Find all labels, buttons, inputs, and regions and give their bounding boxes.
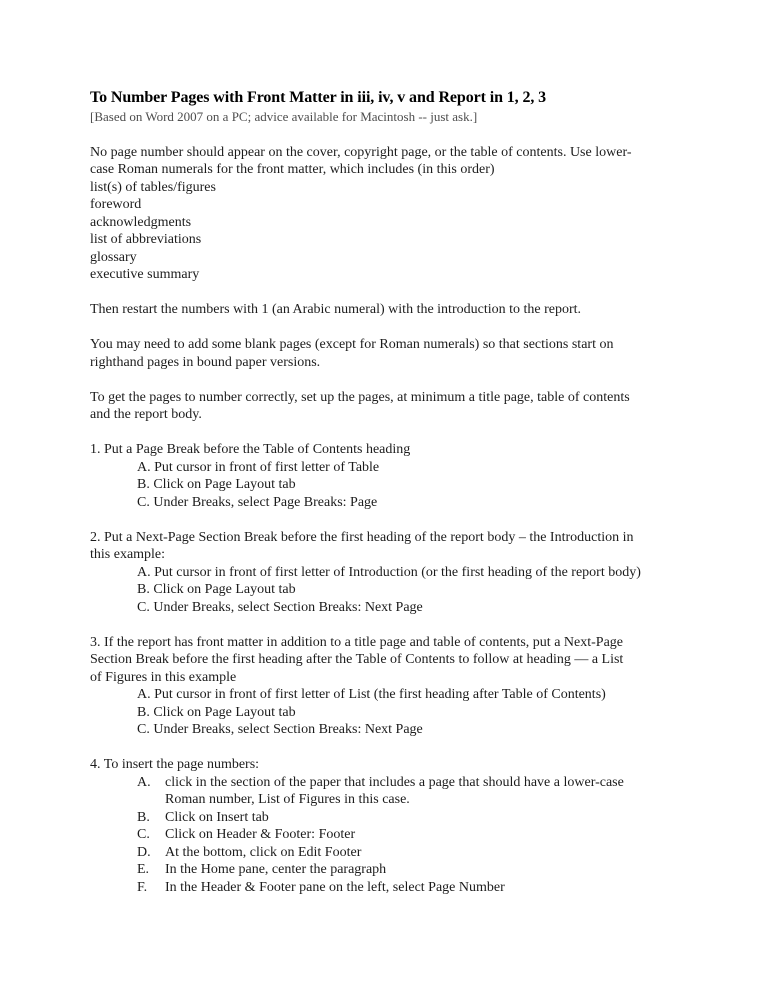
list-item-text — [165, 844, 730, 862]
list-item-letter: B. — [137, 809, 150, 825]
step-subitem: C. Under Breaks, select Page Breaks: Page — [137, 494, 378, 510]
text-line: Click on Insert tab — [165, 809, 269, 825]
step-heading: this example: — [90, 547, 166, 562]
text-line: You may need to add some blank pages (except for Roman numerals) so that sections start on — [90, 337, 614, 352]
text-line: In the Header & Footer pane on the left, select Page Number — [165, 879, 505, 895]
text-line: case Roman numerals for the front matter, which includes (in this order) — [90, 162, 495, 177]
front-matter-list-item: list(s) of tables/figures — [90, 179, 216, 195]
step-heading: 3. If the report has front matter in addition to a title page and table of contents, put a Next-Page — [90, 634, 623, 650]
list-item-letter: F. — [137, 879, 148, 895]
list-item-letter: C. — [137, 827, 150, 842]
text-line: Then restart the numbers with 1 (an Arabic numeral) with the introduction to the report. — [90, 302, 582, 317]
document-subtitle: [Based on Word 2007 on a PC; advice available for Macintosh -- just ask.] — [90, 109, 478, 124]
step-heading: 2. Put a Next-Page Section Break before the first heading of the report body – the Introduction in — [90, 529, 634, 545]
step-subitem: C. Under Breaks, select Section Breaks: Next Page — [137, 599, 423, 615]
paragraph-front-matter — [90, 144, 730, 284]
list-item — [90, 826, 730, 844]
list-item-text — [165, 809, 730, 827]
front-matter-list-item: foreword — [90, 197, 142, 212]
step-subitem: A. Put cursor in front of first letter of List (the first heading after Table of Contents) — [137, 687, 606, 702]
step-heading: of Figures in this example — [90, 669, 237, 685]
step-subitem: C. Under Breaks, select Section Breaks: Next Page — [137, 722, 423, 737]
list-item — [90, 809, 730, 827]
list-item-text — [165, 826, 730, 844]
step-1 — [90, 441, 730, 511]
list-item — [90, 879, 730, 897]
front-matter-list-item: acknowledgments — [90, 214, 192, 230]
document-content — [90, 88, 730, 914]
list-item-text — [165, 861, 730, 879]
paragraph-setup-pages — [90, 389, 730, 424]
text-line: To get the pages to number correctly, set up the pages, at minimum a title page, table of contents — [90, 389, 630, 405]
text-line: In the Home pane, center the paragraph — [165, 862, 387, 877]
text-line: righthand pages in bound paper versions. — [90, 354, 321, 370]
list-item-letter: A. — [137, 774, 151, 790]
list-item-text — [165, 879, 730, 897]
text-line: click in the section of the paper that includes a page that should have a lower-case — [165, 774, 624, 790]
list-item-text — [165, 774, 730, 809]
step-heading: Section Break before the first heading after the Table of Contents to follow at heading — a List — [90, 652, 624, 667]
list-item — [90, 774, 730, 809]
text-line: No page number should appear on the cover, copyright page, or the table of contents. Use lower- — [90, 144, 632, 160]
paragraph-blank-pages — [90, 336, 730, 371]
text-line: and the report body. — [90, 407, 202, 422]
step-2 — [90, 529, 730, 617]
text-line: Roman number, List of Figures in this case. — [165, 792, 410, 807]
text-line: At the bottom, click on Edit Footer — [165, 844, 362, 860]
step-3 — [90, 634, 730, 739]
step-subitem: A. Put cursor in front of first letter of Table — [137, 459, 380, 475]
list-item — [90, 861, 730, 879]
step-4 — [90, 756, 730, 896]
list-item — [90, 844, 730, 862]
step-heading: 1. Put a Page Break before the Table of Contents heading — [90, 442, 411, 457]
step-subitem: A. Put cursor in front of first letter of Introduction (or the first heading of the report body) — [137, 564, 641, 580]
front-matter-list-item: list of abbreviations — [90, 232, 202, 247]
paragraph-restart-numbers — [90, 301, 730, 319]
list-item-letter: E. — [137, 862, 150, 877]
step-subitem: B. Click on Page Layout tab — [137, 582, 296, 597]
step-subitem: B. Click on Page Layout tab — [137, 704, 296, 720]
list-item-letter: D. — [137, 844, 151, 860]
front-matter-list-item: executive summary — [90, 267, 200, 282]
step-subitem: B. Click on Page Layout tab — [137, 477, 296, 492]
front-matter-list-item: glossary — [90, 249, 137, 265]
text-line: Click on Header & Footer: Footer — [165, 827, 356, 842]
document-title: To Number Pages with Front Matter in iii, iv, v and Report in 1, 2, 3 — [90, 89, 547, 106]
step-heading: 4. To insert the page numbers: — [90, 757, 260, 772]
